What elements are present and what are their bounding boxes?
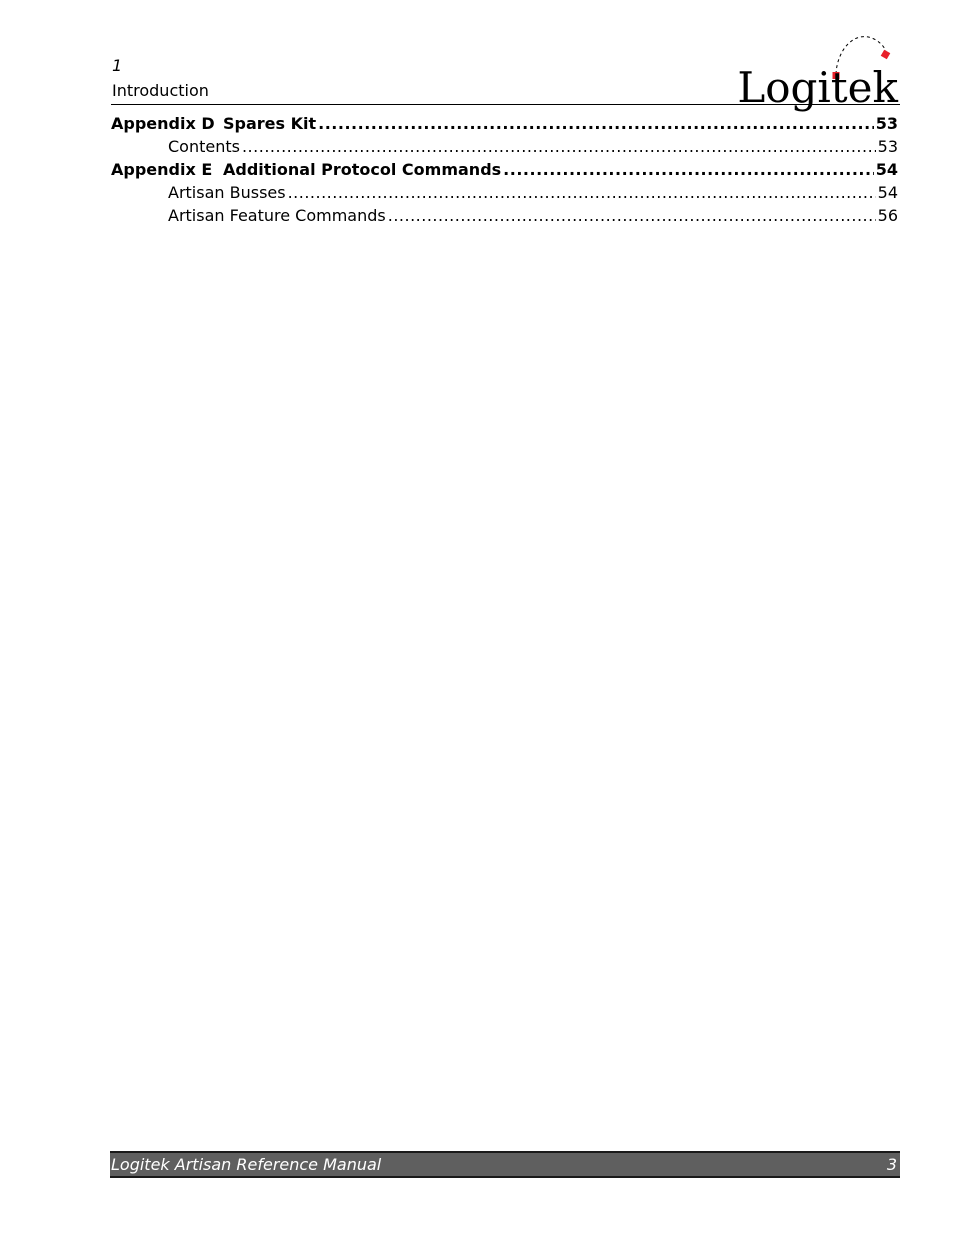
page-footer [110, 1151, 900, 1178]
toc-leader [288, 181, 876, 204]
toc-entry-page: 56 [877, 206, 898, 225]
toc-leader [503, 158, 874, 181]
toc-entry-page: 53 [877, 137, 898, 156]
toc-entry-title: Contents [168, 137, 240, 156]
footer-page-number: 3 [886, 1155, 897, 1174]
toc-leader [242, 135, 876, 158]
toc-entry-artisan-busses[interactable] [111, 181, 898, 204]
toc-entry-prefix: Appendix D [111, 114, 215, 133]
page-header [111, 54, 900, 112]
toc-entry-artisan-feature-commands[interactable] [111, 204, 898, 227]
chapter-title: Introduction [112, 81, 209, 100]
toc-leader [318, 112, 874, 135]
toc-entry-title: Spares Kit [223, 114, 317, 133]
toc-entry-label [111, 112, 316, 135]
header-rule [111, 104, 900, 105]
toc-entry-appendix-e[interactable] [111, 158, 898, 181]
toc-entry-prefix: Appendix E [111, 160, 213, 179]
toc-entry-page: 53 [875, 114, 898, 133]
footer-title: Logitek Artisan Reference Manual [111, 1155, 382, 1174]
toc-entry-label [111, 158, 501, 181]
toc-entry-title: Artisan Busses [168, 183, 286, 202]
toc-entry-page: 54 [877, 183, 898, 202]
toc-entry-page: 54 [875, 160, 898, 179]
toc-entry-title: Additional Protocol Commands [223, 160, 502, 179]
logo-wordmark: Logitek [737, 63, 898, 112]
toc-entry-contents[interactable] [111, 135, 898, 158]
table-of-contents [111, 112, 898, 227]
toc-entry-title: Artisan Feature Commands [168, 206, 386, 225]
chapter-number: 1 [112, 56, 123, 75]
toc-entry-appendix-d[interactable] [111, 112, 898, 135]
toc-leader [388, 204, 876, 227]
logitek-logo [737, 30, 900, 112]
